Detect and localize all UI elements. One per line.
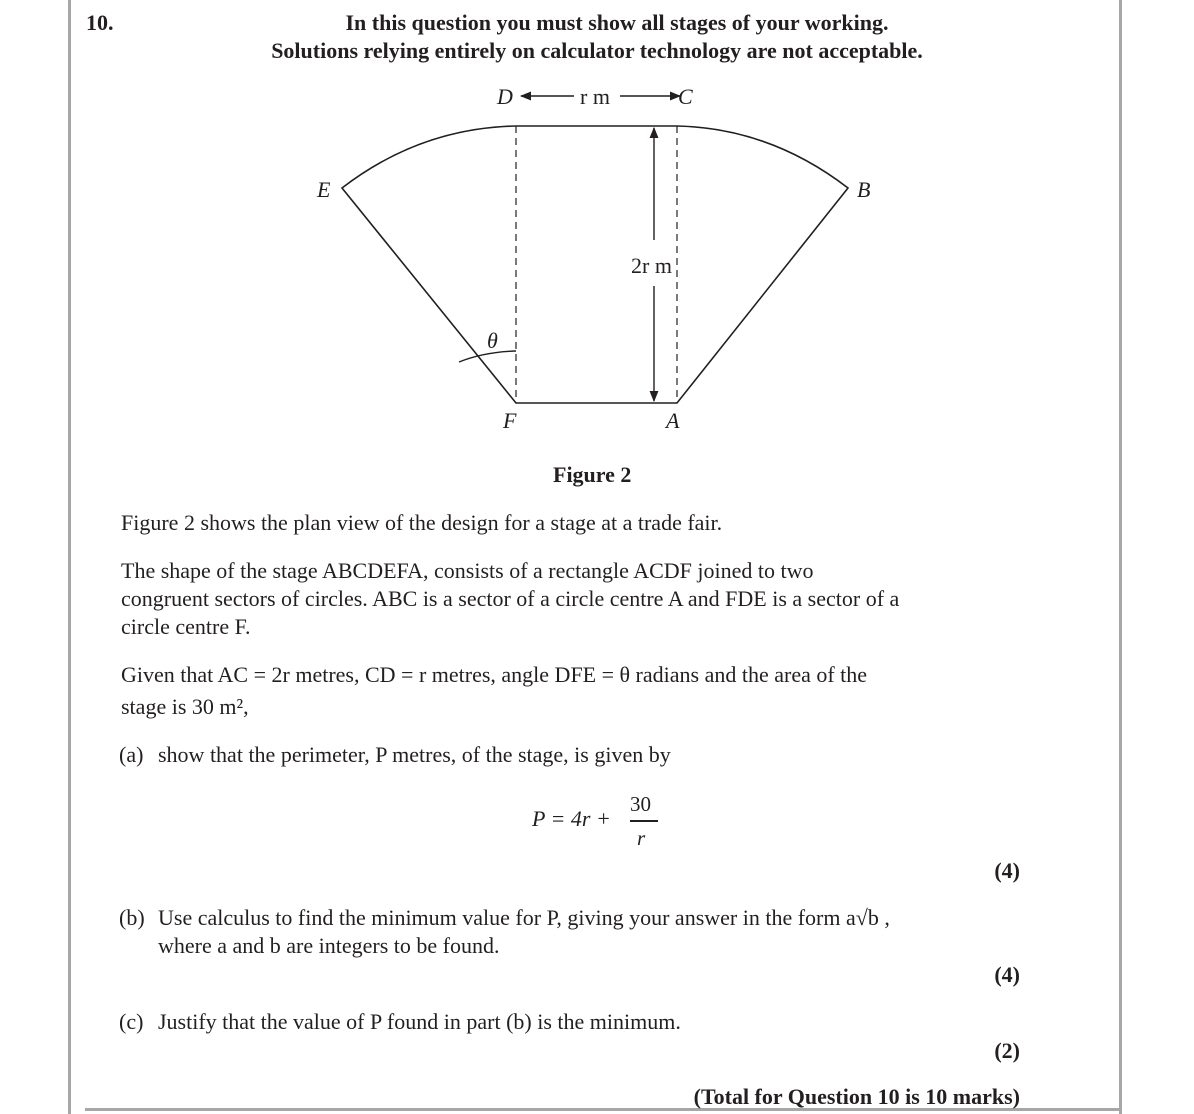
formula-lhs: P = 4r +	[532, 806, 611, 831]
part-b-label: (b)	[119, 905, 145, 930]
shape-text-3: circle centre F.	[121, 614, 251, 639]
instruction-line-1: In this question you must show all stages of your working.	[345, 10, 889, 35]
label-height: 2r m	[631, 253, 672, 278]
instruction-line-2: Solutions relying entirely on calculator technology are not acceptable.	[271, 38, 923, 63]
given-text-2: stage is 30 m²,	[121, 694, 249, 719]
label-b: B	[857, 177, 871, 202]
shape-text-2: congruent sectors of circles. ABC is a sector of a circle centre A and FDE is a sector of a	[121, 586, 900, 611]
fraction-bar	[630, 820, 658, 822]
part-a-text: show that the perimeter, P metres, of the stage, is given by	[158, 742, 671, 767]
part-a-marks: (4)	[994, 858, 1020, 883]
label-e: E	[317, 177, 331, 202]
label-a: A	[666, 408, 680, 433]
label-d: D	[497, 84, 513, 109]
formula-denominator: r	[637, 826, 646, 850]
figure-caption: Figure 2	[553, 462, 632, 487]
figure-2-diagram	[0, 0, 1194, 450]
part-b-marks: (4)	[994, 962, 1020, 987]
formula-numerator: 30	[630, 792, 651, 816]
question-number: 10.	[86, 10, 114, 35]
part-b-text: Use calculus to find the minimum value for P, giving your answer in the form a√b ,	[158, 905, 890, 930]
part-b-text-2: where a and b are integers to be found.	[158, 933, 500, 958]
label-c: C	[678, 84, 693, 109]
part-a-label: (a)	[119, 742, 144, 767]
given-text-1: Given that AC = 2r metres, CD = r metres, angle DFE = θ radians and the area of the	[121, 662, 868, 687]
label-theta: θ	[487, 328, 498, 353]
label-f: F	[503, 408, 517, 433]
shape-text-1: The shape of the stage ABCDEFA, consists of a rectangle ACDF joined to two	[121, 558, 814, 583]
total-marks: (Total for Question 10 is 10 marks)	[693, 1084, 1020, 1109]
stage-outline	[342, 126, 848, 403]
intro-text: Figure 2 shows the plan view of the design for a stage at a trade fair.	[121, 510, 723, 535]
part-c-marks: (2)	[994, 1038, 1020, 1063]
part-c-text: Justify that the value of P found in part (b) is the minimum.	[158, 1009, 681, 1034]
label-width: r m	[580, 84, 610, 109]
part-c-label: (c)	[119, 1009, 144, 1034]
